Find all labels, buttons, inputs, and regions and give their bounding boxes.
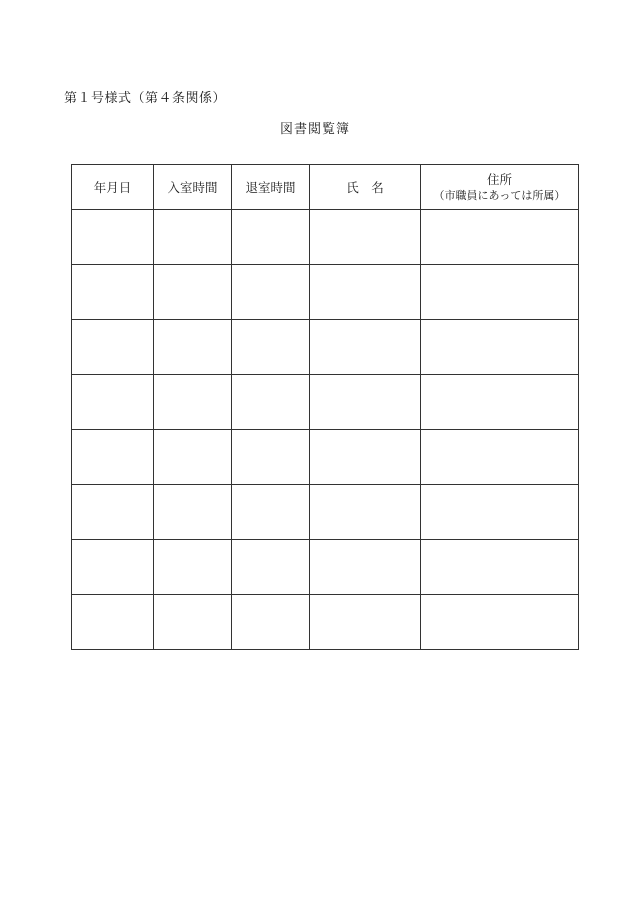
cell-name (310, 265, 421, 320)
table-row (72, 595, 579, 650)
cell-entry-time (154, 485, 232, 540)
cell-entry-time (154, 265, 232, 320)
cell-entry-time (154, 210, 232, 265)
form-number-label: 第１号様式（第４条関係） (64, 91, 227, 106)
cell-exit-time (232, 320, 310, 375)
cell-address (421, 375, 579, 430)
header-exit-time (232, 165, 310, 210)
header-address-note: （市職員にあっては所属） (433, 189, 566, 202)
cell-date (72, 320, 154, 375)
cell-address (421, 485, 579, 540)
cell-date (72, 265, 154, 320)
table-row (72, 265, 579, 320)
cell-address (421, 265, 579, 320)
cell-date (72, 210, 154, 265)
cell-exit-time (232, 485, 310, 540)
table-row (72, 540, 579, 595)
cell-address (421, 595, 579, 650)
cell-name (310, 210, 421, 265)
cell-address (421, 430, 579, 485)
cell-exit-time (232, 595, 310, 650)
cell-name (310, 595, 421, 650)
cell-address (421, 320, 579, 375)
header-exit-time-label: 退室時間 (245, 179, 296, 195)
cell-name (310, 375, 421, 430)
cell-date (72, 375, 154, 430)
header-name-label: 氏 名 (346, 179, 384, 195)
header-address-label: 住所 (486, 172, 512, 187)
cell-address (421, 210, 579, 265)
table-body (72, 210, 579, 650)
header-date (72, 165, 154, 210)
header-row (72, 165, 579, 210)
table-row (72, 375, 579, 430)
cell-exit-time (232, 430, 310, 485)
cell-name (310, 430, 421, 485)
table-row (72, 430, 579, 485)
reading-register-table (71, 164, 579, 650)
cell-address (421, 540, 579, 595)
cell-entry-time (154, 430, 232, 485)
cell-date (72, 540, 154, 595)
cell-entry-time (154, 595, 232, 650)
cell-entry-time (154, 540, 232, 595)
cell-exit-time (232, 210, 310, 265)
document-title: 図書閲覧簿 (279, 122, 350, 137)
cell-date (72, 595, 154, 650)
cell-entry-time (154, 375, 232, 430)
header-name (310, 165, 421, 210)
cell-name (310, 540, 421, 595)
table-row (72, 210, 579, 265)
table-row (72, 485, 579, 540)
header-address (421, 165, 579, 210)
cell-exit-time (232, 265, 310, 320)
cell-entry-time (154, 320, 232, 375)
cell-date (72, 430, 154, 485)
header-date-label: 年月日 (93, 179, 132, 195)
header-entry-time (154, 165, 232, 210)
cell-name (310, 320, 421, 375)
cell-name (310, 485, 421, 540)
table-row (72, 320, 579, 375)
cell-exit-time (232, 375, 310, 430)
cell-date (72, 485, 154, 540)
header-entry-time-label: 入室時間 (167, 179, 218, 195)
cell-exit-time (232, 540, 310, 595)
